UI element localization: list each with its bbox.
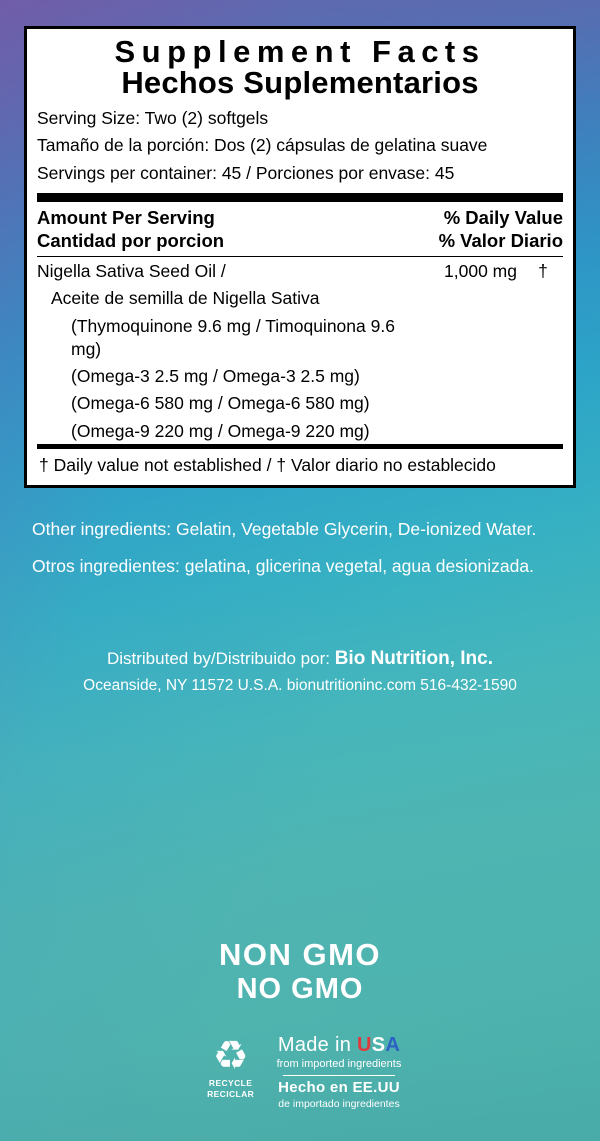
recycle-label-en: RECYCLE [208,1078,253,1088]
made-in-usa-line [277,1034,402,1056]
amount-header-es: Cantidad por porcion [37,230,225,252]
table-row [37,257,563,284]
non-gmo-block [0,938,600,1006]
dv-header-es: % Valor Diario [438,230,563,252]
nutrient-amount [397,284,523,311]
nutrient-dv [523,362,563,389]
table-row [37,284,563,311]
table-row [37,362,563,389]
non-gmo-en: NON GMO [218,937,382,972]
made-in-usa-badge [277,1032,402,1111]
servings-per-container: Servings per container: 45 / Porciones por envase: 45 [37,162,455,183]
serving-info [37,105,563,186]
badges-row [0,1032,600,1111]
amount-header-left [37,206,224,253]
nutrient-dv [523,417,563,444]
divider-thick-top [37,193,563,202]
table-row [37,417,563,444]
dv-header-en: % Daily Value [443,206,563,228]
made-in-usa-es: Hecho en EE.UU [278,1079,400,1097]
daily-value-footnote: † Daily value not established / † Valor diario no establecido [39,454,496,475]
distributor-prefix: Distributed by/Distribuido por: [106,649,335,668]
amount-header-row [37,202,563,256]
dv-header-right [439,206,563,253]
recycle-label-es: RECICLAR [207,1088,255,1099]
supplement-facts-panel [24,26,576,488]
facts-title-en: Supplement Facts [114,34,486,69]
table-row [37,312,563,363]
made-in-usa-es-sub: de importado ingredientes [278,1098,400,1111]
distributor-address: Oceanside, NY 11572 U.S.A. bionutritioninc.com 516-432-1590 [83,676,517,694]
nutrient-amount [397,417,523,444]
nutrient-dv [523,284,563,311]
other-ingredients-es: Otros ingredientes: gelatina, glicerina vegetal, agua desionizada. [32,555,534,576]
nutrient-dv [523,312,563,363]
nutrient-dv [523,389,563,416]
nutrient-name: (Thymoquinone 9.6 mg / Timoquinona 9.6 mg) [71,315,395,359]
distributor-line [0,645,600,674]
nutrient-amount [397,312,523,363]
distributor-block [0,645,600,698]
nutrient-name: (Omega-6 580 mg / Omega-6 580 mg) [71,393,370,414]
nutrient-dv: † [538,261,548,282]
nutrient-name: (Omega-3 2.5 mg / Omega-3 2.5 mg) [71,366,360,387]
made-in-text: Made in [277,1034,357,1056]
usa-letter-s: S [371,1034,386,1056]
non-gmo-es: NO GMO [236,972,364,1005]
recycle-icon: ♻ [212,1034,249,1078]
nutrient-name: Nigella Sativa Seed Oil / [37,261,226,282]
distributor-company: Bio Nutrition, Inc. [334,648,494,669]
other-ingredients-en: Other ingredients: Gelatin, Vegetable Glycerin, De-ionized Water. [32,519,537,539]
table-row [37,389,563,416]
nutrient-amount [397,362,523,389]
other-ingredients [32,517,580,591]
facts-title-es: Hechos Suplementarios [121,65,479,101]
made-in-usa-sub: from imported ingredients [276,1058,402,1070]
nutrient-name: Aceite de semilla de Nigella Sativa [51,288,320,309]
serving-size-es: Tamaño de la porción: Dos (2) cápsulas de gelatina suave [37,135,488,156]
usa-letter-a: A [385,1034,401,1056]
nutrient-amount: 1,000 mg [444,261,517,282]
usa-letter-u: U [356,1034,372,1056]
nutrient-name: (Omega-9 220 mg / Omega-9 220 mg) [71,420,370,441]
amount-header-en: Amount Per Serving [37,206,215,228]
badge-divider [283,1075,396,1076]
serving-size-en: Serving Size: Two (2) softgels [37,108,269,129]
nutrient-amount [397,389,523,416]
nutrient-table [37,257,563,444]
recycle-badge [199,1032,263,1099]
